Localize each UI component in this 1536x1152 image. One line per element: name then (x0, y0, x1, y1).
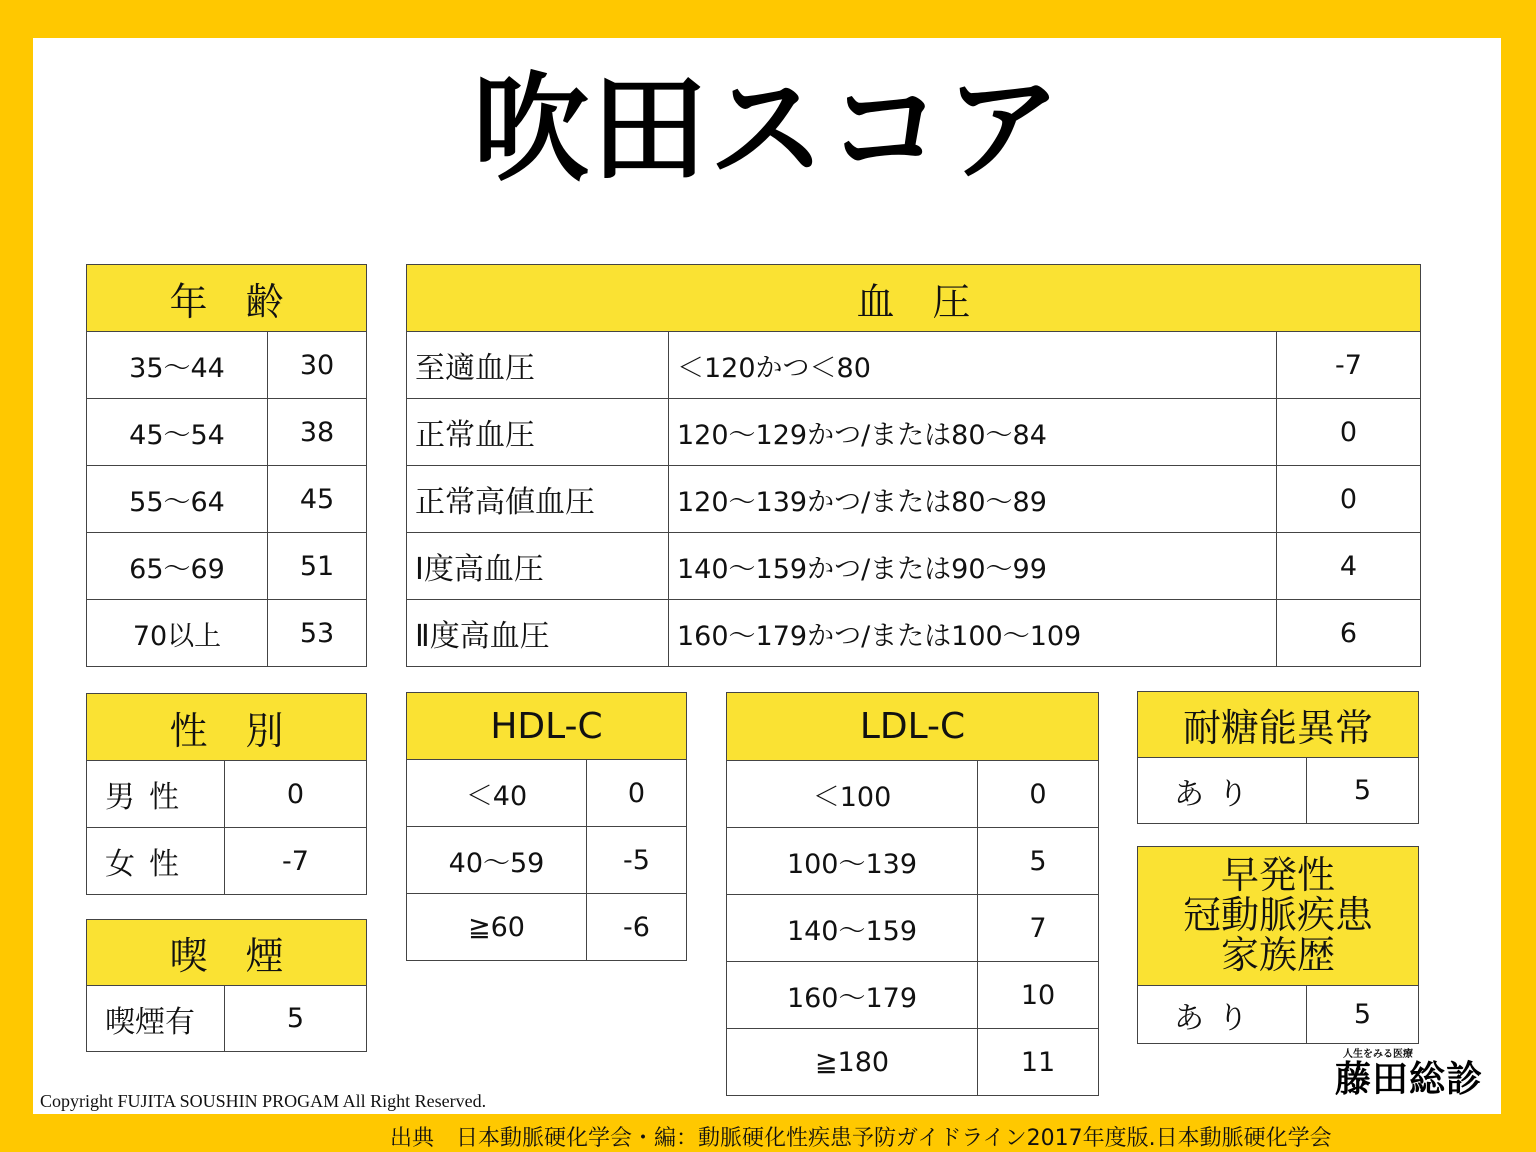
sex-score: 0 (225, 761, 367, 828)
age-range: 35〜44 (87, 332, 268, 399)
ldl-score: 10 (978, 962, 1099, 1029)
table-row (727, 895, 1099, 962)
table-row (87, 600, 367, 667)
table-row (1138, 986, 1419, 1044)
smoking-header: 喫 煙 (87, 920, 367, 986)
glucose-score: 5 (1307, 758, 1419, 824)
glucose-table (1137, 691, 1419, 824)
ldl-range: 100〜139 (727, 828, 978, 895)
bp-category: 正常血圧 (407, 399, 669, 466)
table-row (407, 466, 1421, 533)
table-row (87, 828, 367, 895)
age-score: 45 (268, 466, 367, 533)
ldl-header: LDL-C (727, 693, 1099, 761)
sex-label: 女性 (87, 828, 225, 895)
table-row (407, 894, 687, 961)
bp-score: -7 (1277, 332, 1421, 399)
glucose-header: 耐糖能異常 (1138, 692, 1419, 758)
table-row (87, 761, 367, 828)
smoking-table (86, 919, 367, 1052)
hdl-table (406, 692, 687, 961)
source-citation: 出典 日本動脈硬化学会・編：動脈硬化性疾患予防ガイドライン2017年度版.日本動脈硬化学会 (390, 1126, 1332, 1151)
bp-range: 120〜129かつ/または80〜84 (669, 399, 1277, 466)
table-row (87, 332, 367, 399)
age-range: 45〜54 (87, 399, 268, 466)
bp-score: 4 (1277, 533, 1421, 600)
age-score: 51 (268, 533, 367, 600)
logo-name: 藤田総診 (1335, 1059, 1484, 1100)
blood-pressure-table (406, 264, 1421, 667)
sex-header: 性 別 (87, 694, 367, 761)
hdl-range: 40〜59 (407, 827, 587, 894)
bp-score: 6 (1277, 600, 1421, 667)
sex-table (86, 693, 367, 895)
table-row (727, 761, 1099, 828)
ldl-table (726, 692, 1099, 1096)
age-score: 53 (268, 600, 367, 667)
logo-tagline: 人生をみる医療 (1343, 1049, 1413, 1060)
ldl-score: 11 (978, 1029, 1099, 1096)
bp-category: 至適血圧 (407, 332, 669, 399)
table-row (87, 533, 367, 600)
age-table (86, 264, 367, 667)
hdl-score: 0 (587, 760, 687, 827)
age-range: 65〜69 (87, 533, 268, 600)
family-history-header (1138, 847, 1419, 986)
smoking-label: 喫煙有 (87, 986, 225, 1052)
table-row (87, 399, 367, 466)
table-row (407, 827, 687, 894)
hdl-range: ＜40 (407, 760, 587, 827)
bp-range: 140〜159かつ/または90〜99 (669, 533, 1277, 600)
blood-pressure-header: 血 圧 (407, 265, 1421, 332)
bp-range: ＜120かつ＜80 (669, 332, 1277, 399)
table-row (727, 962, 1099, 1029)
bp-category: 正常高値血圧 (407, 466, 669, 533)
bp-range: 120〜139かつ/または80〜89 (669, 466, 1277, 533)
hdl-score: -5 (587, 827, 687, 894)
hdl-header: HDL-C (407, 693, 687, 760)
hdl-score: -6 (587, 894, 687, 961)
age-header: 年 齢 (87, 265, 367, 332)
age-range: 70以上 (87, 600, 268, 667)
table-row (1138, 758, 1419, 824)
family-history-header-line: 家族歴 (1221, 932, 1336, 977)
ldl-score: 5 (978, 828, 1099, 895)
table-row (407, 399, 1421, 466)
age-score: 38 (268, 399, 367, 466)
table-row (87, 466, 367, 533)
family-history-label: あり (1138, 986, 1307, 1044)
sex-score: -7 (225, 828, 367, 895)
ldl-range: ＜100 (727, 761, 978, 828)
table-row (87, 986, 367, 1052)
age-range: 55〜64 (87, 466, 268, 533)
ldl-score: 0 (978, 761, 1099, 828)
family-history-table (1137, 846, 1419, 1044)
ldl-score: 7 (978, 895, 1099, 962)
page-title: 吹田スコア (473, 62, 1063, 197)
glucose-label: あり (1138, 758, 1307, 824)
family-history-score: 5 (1307, 986, 1419, 1044)
table-row (407, 533, 1421, 600)
family-history-header-line: 冠動脈疾患 (1183, 893, 1374, 938)
bp-score: 0 (1277, 466, 1421, 533)
table-row (407, 760, 687, 827)
ldl-range: ≧180 (727, 1029, 978, 1096)
ldl-range: 160〜179 (727, 962, 978, 1029)
table-row (727, 1029, 1099, 1096)
bp-score: 0 (1277, 399, 1421, 466)
age-score: 30 (268, 332, 367, 399)
bp-category: Ⅱ度高血圧 (407, 600, 669, 667)
bp-range: 160〜179かつ/または100〜109 (669, 600, 1277, 667)
bp-category: Ⅰ度高血圧 (407, 533, 669, 600)
ldl-range: 140〜159 (727, 895, 978, 962)
table-row (407, 332, 1421, 399)
sex-label: 男性 (87, 761, 225, 828)
smoking-score: 5 (225, 986, 367, 1052)
copyright-text: Copyright FUJITA SOUSHIN PROGAM All Right Reserved. (40, 1091, 487, 1111)
hdl-range: ≧60 (407, 894, 587, 961)
family-history-header-line: 早発性 (1221, 853, 1336, 898)
table-row (407, 600, 1421, 667)
logo (1335, 1045, 1495, 1100)
table-row (727, 828, 1099, 895)
